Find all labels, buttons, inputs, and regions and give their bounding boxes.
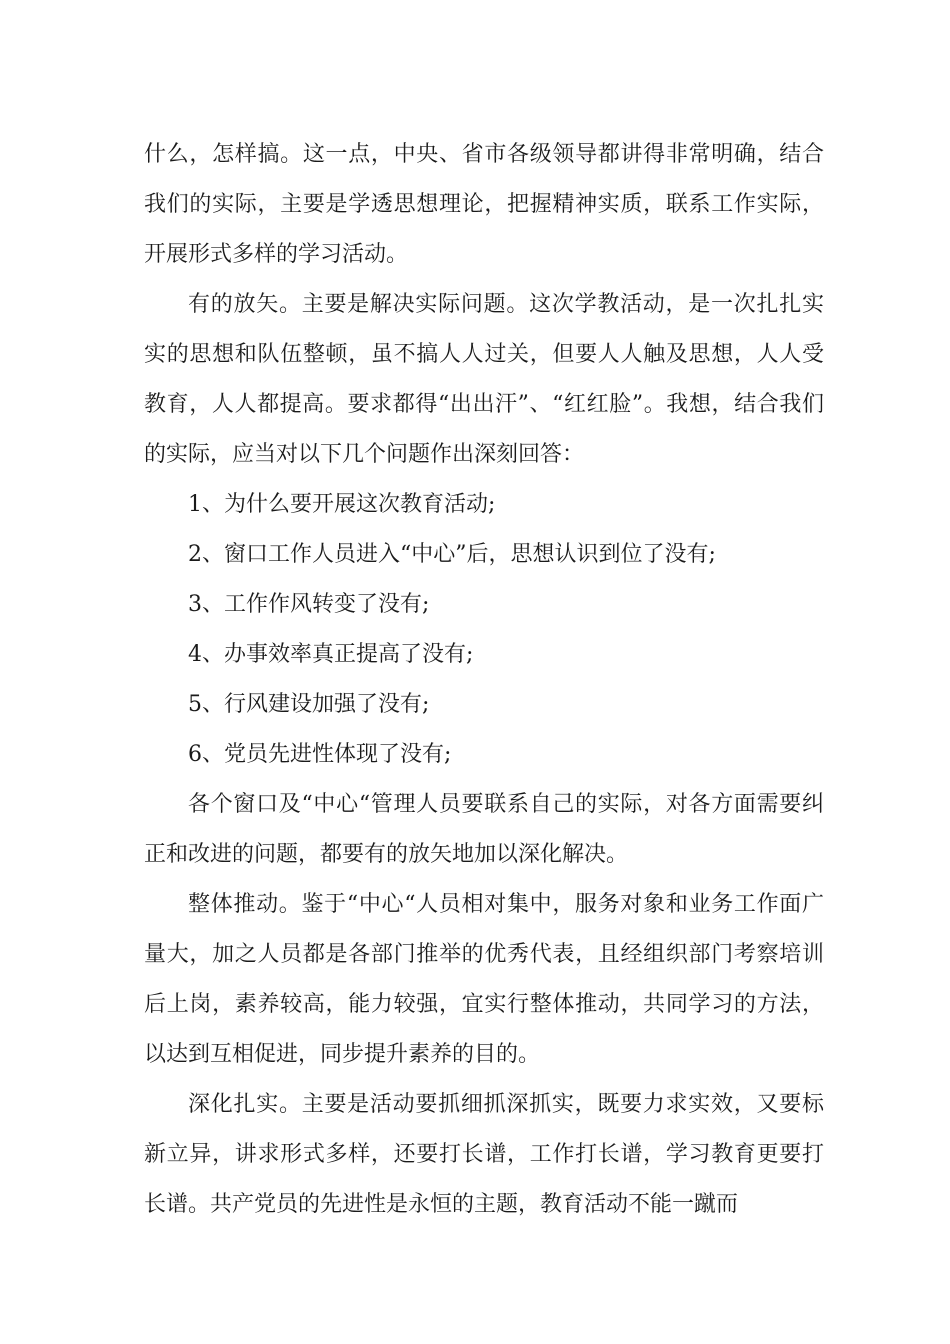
paragraph-overall-push: 整体推动。鉴于“中心“人员相对集中，服务对象和业务工作面广量大，加之人员都是各部门推举的优秀代表，且经组织部门考察培训后上岗，素养较高，能力较强，宜实行整体推动，共同学习的方法，以达到互相促进，同步提升素养的目的。	[144, 892, 824, 1067]
list-item-4: 4、办事效率真正提高了没有;	[188, 642, 474, 667]
list-item-6: 6、党员先进性体现了没有;	[188, 742, 452, 767]
paragraph-windows: 各个窗口及“中心“管理人员要联系自己的实际，对各方面需要纠正和改进的问题，都要有的放矢地加以深化解决。	[144, 792, 824, 867]
paragraph-continuation: 什么，怎样搞。这一点，中央、省市各级领导都讲得非常明确，结合我们的实际，主要是学透思想理论，把握精神实质，联系工作实际，开展形式多样的学习活动。	[144, 142, 824, 267]
list-item-3: 3、工作作风转变了没有;	[188, 592, 430, 617]
document-body	[144, 130, 824, 1230]
list-item-2: 2、窗口工作人员进入“中心”后，思想认识到位了没有;	[188, 542, 716, 567]
list-item-5: 5、行风建设加强了没有;	[188, 692, 430, 717]
paragraph-deepen: 深化扎实。主要是活动要抓细抓深抓实，既要力求实效，又要标新立异，讲求形式多样，还要打长谱，工作打长谱，学习教育更要打长谱。共产党员的先进性是永恒的主题，教育活动不能一蹴而	[144, 1092, 824, 1217]
paragraph-targeted: 有的放矢。主要是解决实际问题。这次学教活动，是一次扎扎实实的思想和队伍整顿，虽不搞人人过关，但要人人触及思想，人人受教育，人人都提高。要求都得“出出汗”、“红红脸”。我想，结合我们的实际，应当对以下几个问题作出深刻回答：	[144, 292, 824, 467]
list-item-1: 1、为什么要开展这次教育活动;	[188, 492, 496, 517]
